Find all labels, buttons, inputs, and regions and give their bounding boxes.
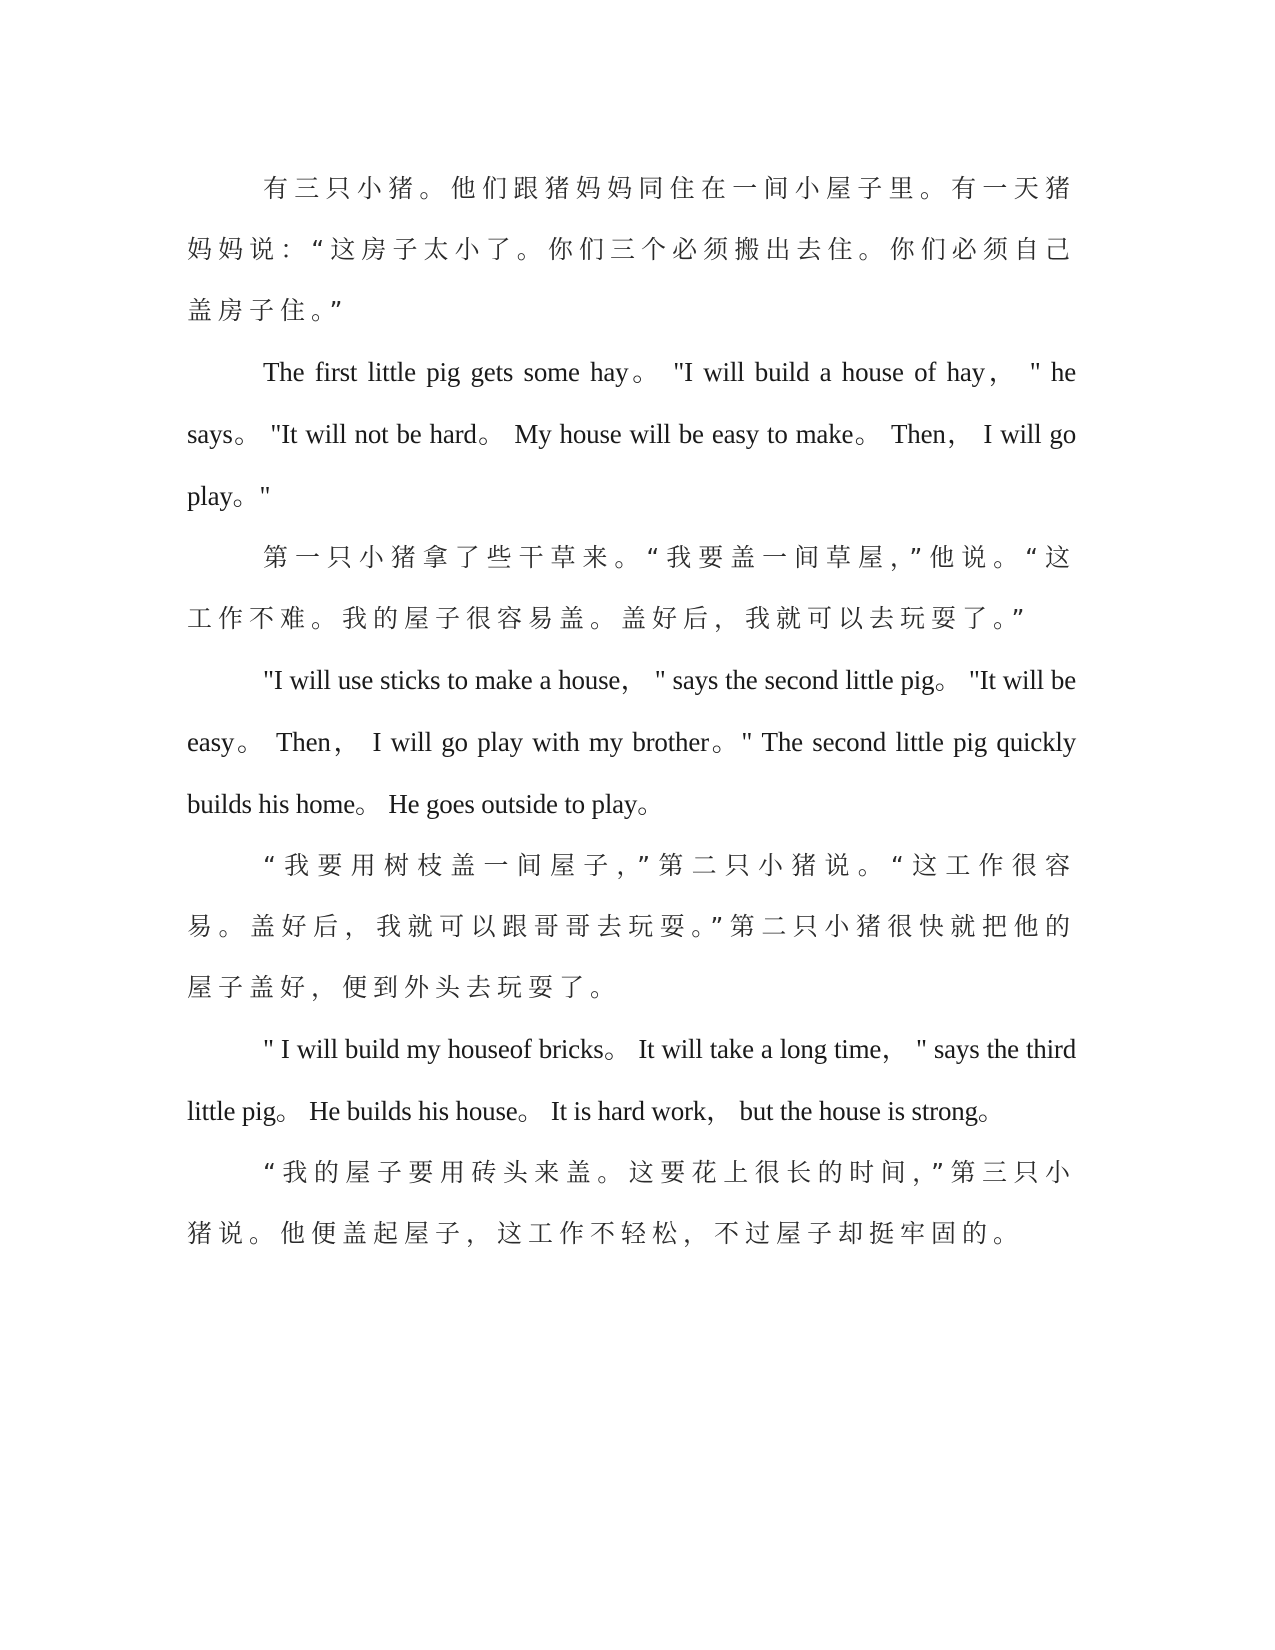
paragraph-zh-3: “我要用树枝盖一间屋子，”第二只小猪说。“这工作很容易。盖好后，我就可以跟哥哥去玩耍。”第二只小猪很快就把他的屋子盖好，便到外头去玩耍了。 bbox=[187, 851, 1076, 1002]
paragraph-en-3: " I will build my houseof bricks。 It will take a long time， " says the third little pig。 He builds his house。 It is hard work， but the house is strong。 bbox=[187, 1034, 1076, 1126]
story-text bbox=[187, 158, 1076, 1264]
paragraph-zh-1: 有三只小猪。他们跟猪妈妈同住在一间小屋子里。有一天猪妈妈说：“这房子太小了。你们三个必须搬出去住。你们必须自己盖房子住。” bbox=[187, 174, 1076, 325]
paragraph-zh-2: 第一只小猪拿了些干草来。“我要盖一间草屋，”他说。“这工作不难。我的屋子很容易盖。盖好后，我就可以去玩耍了。” bbox=[187, 543, 1076, 633]
paragraph-zh-4: “我的屋子要用砖头来盖。这要花上很长的时间，”第三只小猪说。他便盖起屋子，这工作不轻松，不过屋子却挺牢固的。 bbox=[187, 1158, 1076, 1248]
paragraph-en-1: The first little pig gets some hay。 "I will build a house of hay， " he says。 "It will not be hard。 My house will be easy to make。 Then， I will go play。" bbox=[187, 357, 1076, 511]
paragraph-en-2: "I will use sticks to make a house， " says the second little pig。 "It will be easy。 Then， I will go play with my brother。" The second little pig quickly builds his home。 He goes outside to play。 bbox=[187, 665, 1076, 819]
